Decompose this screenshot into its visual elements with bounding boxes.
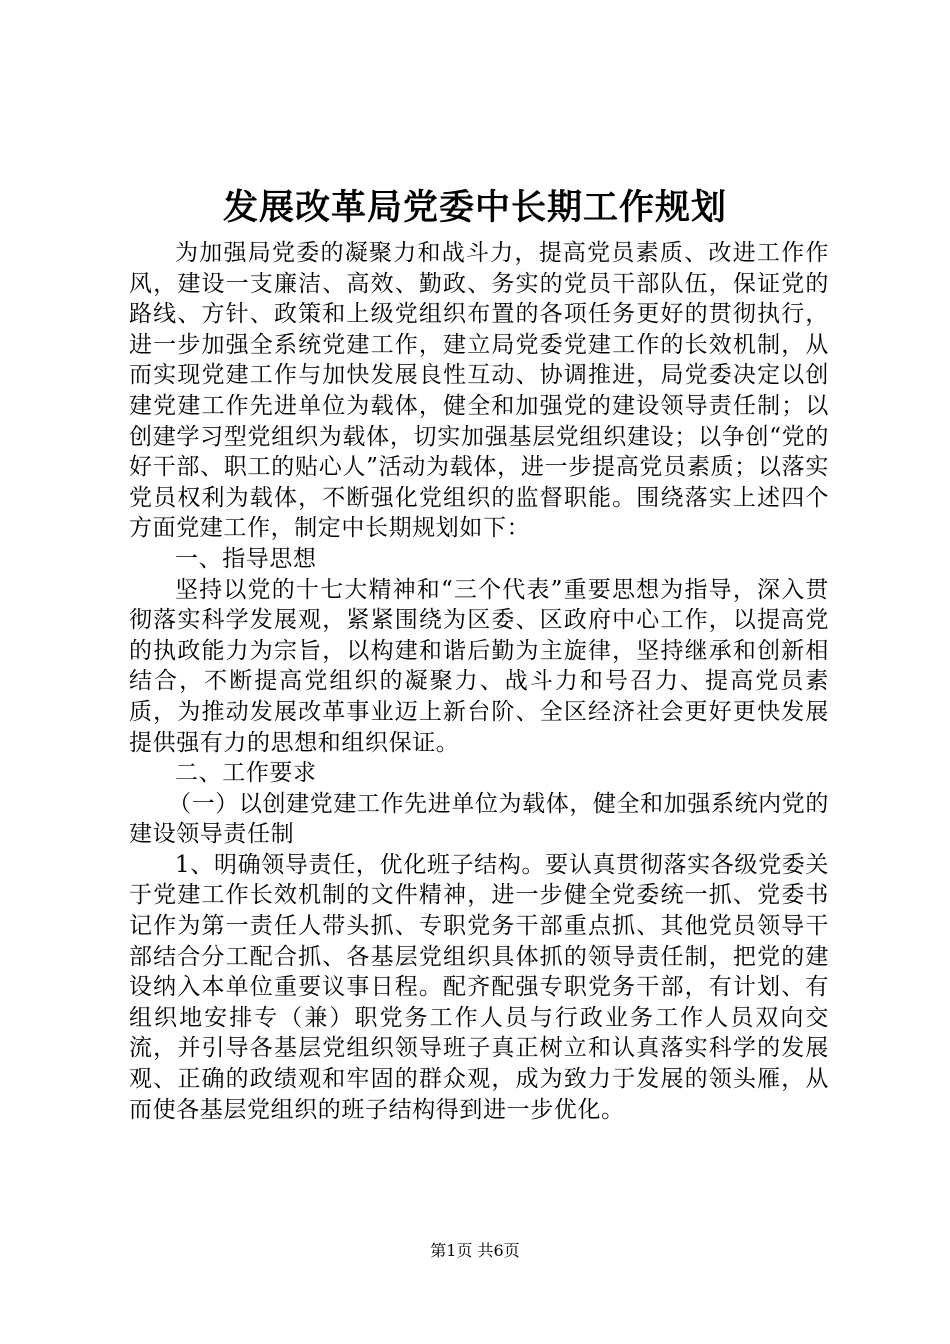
item-1-paragraph: 1、明确领导责任，优化班子结构。要认真贯彻落实各级党委关于党建工作长效机制的文件精神，进一步健全党委统一抓、党委书记作为第一责任人带头抓、专职党务干部重点抓、其他党员领导干部结合分工配合抓、各基层党组织具体抓的领导责任制，把党的建设纳入本单位重要议事日程。配齐配强专职党务干部，有计划、有组织地安排专（兼）职党务工作人员与行政业务工作人员双向交流，并引导各基层党组织领导班子真正树立和认真落实科学的发展观、正确的政绩观和牢固的群众观，成为致力于发展的领头雁，从而使各基层党组织的班子结构得到进一步优化。: [129, 851, 829, 1123]
guiding-thought-paragraph: 坚持以党的十七大精神和“三个代表”重要思想为指导，深入贯彻落实科学发展观，紧紧围绕为区委、区政府中心工作，以提高党的执政能力为宗旨，以构建和谐后勤为主旋律，坚持继承和创新相结合，不断提高党组织的凝聚力、战斗力和号召力、提高党员素质，为推动发展改革事业迈上新台阶、全区经济社会更好更快发展提供强有力的思想和组织保证。: [129, 576, 829, 756]
document-body: [129, 238, 829, 1125]
page-footer: 第1页 共6页: [430, 1241, 520, 1260]
intro-paragraph: 为加强局党委的凝聚力和战斗力，提高党员素质、改进工作作风，建设一支廉洁、高效、勤政、务实的党员干部队伍，保证党的路线、方针、政策和上级党组织布置的各项任务更好的贯彻执行，进一步加强全系统党建工作，建立局党委党建工作的长效机制，从而实现党建工作与加快发展良性互动、协调推进，局党委决定以创建党建工作先进单位为载体，健全和加强党的建设领导责任制；以创建学习型党组织为载体，切实加强基层党组织建设；以争创“党的好干部、职工的贴心人”活动为载体，进一步提高党员素质；以落实党员权利为载体，不断强化党组织的监督职能。围绕落实上述四个方面党建工作，制定中长期规划如下：: [129, 240, 829, 542]
section-heading-work-requirements: 二、工作要求: [175, 760, 317, 787]
subsection-heading-1: （一）以创建党建工作先进单位为载体，健全和加强系统内党的建设领导责任制: [129, 790, 829, 848]
section-heading-guiding-thought: 一、指导思想: [175, 545, 317, 572]
document-title: 发展改革局党委中长期工作规划: [222, 187, 727, 228]
